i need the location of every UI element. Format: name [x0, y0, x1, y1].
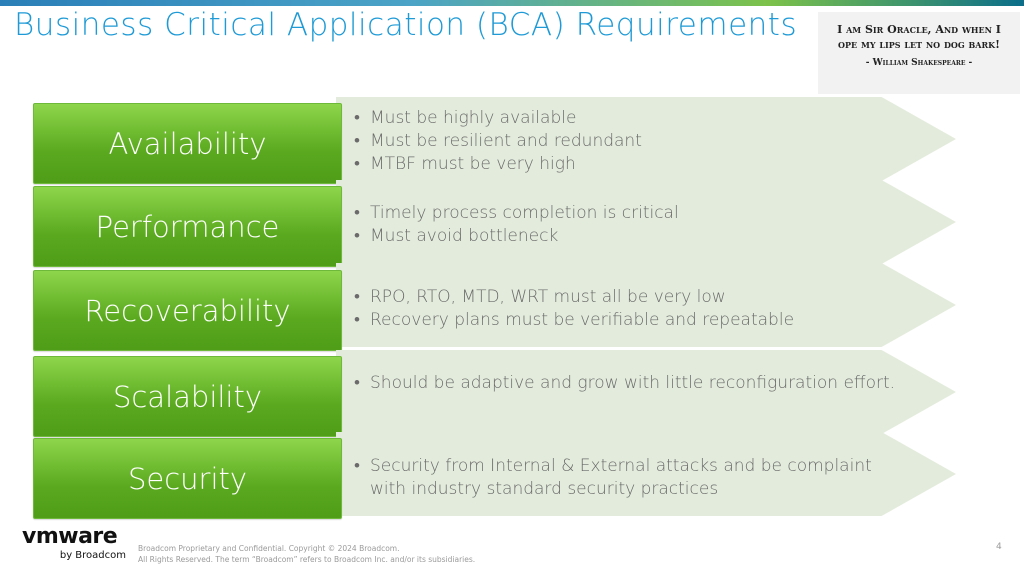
footer-copyright: Broadcom Proprietary and Confidential. Copyright © 2024 Broadcom.	[138, 544, 400, 553]
slide-title: Business Critical Application (BCA) Requirements	[14, 7, 798, 43]
requirement-bullets	[352, 107, 912, 176]
logo-subtitle: by Broadcom	[59, 550, 126, 561]
requirement-label: Availability	[33, 103, 342, 184]
bullet-item: • Timely process completion is critical	[352, 202, 912, 225]
vmware-logo	[22, 526, 132, 566]
bullet-item: • Must be highly available	[352, 107, 912, 130]
requirement-label: Recoverability	[33, 270, 342, 351]
requirement-bullets	[352, 372, 912, 395]
bullet-item: • Must avoid bottleneck	[352, 225, 912, 248]
requirement-bullets	[352, 455, 912, 501]
requirement-label: Scalability	[33, 356, 342, 437]
requirement-bullets	[352, 286, 912, 332]
bullet-item: • Should be adaptive and grow with little reconfiguration effort.	[352, 372, 912, 395]
requirement-label: Security	[33, 438, 342, 519]
bullet-item: • Security from Internal & External attacks and be complaint with industry standard security practices	[352, 455, 912, 501]
quote-text: I am Sir Oracle, And when I ope my lips let no dog bark!	[837, 23, 1001, 51]
quote-box	[818, 12, 1020, 94]
bullet-item: • Must be resilient and redundant	[352, 130, 912, 153]
footer-legal	[138, 543, 738, 565]
quote-author: - William Shakespeare -	[865, 58, 973, 68]
bullet-item: • MTBF must be very high	[352, 153, 912, 176]
page-number: 4	[996, 542, 1002, 552]
footer-rights: All Rights Reserved. The term “Broadcom” refers to Broadcom Inc. and/or its subsidiaries.	[138, 555, 476, 564]
requirement-label: Performance	[33, 186, 342, 267]
requirement-bullets	[352, 202, 912, 248]
logo-wordmark: vmware	[22, 524, 118, 549]
bullet-item: • Recovery plans must be verifiable and repeatable	[352, 309, 912, 332]
bullet-item: • RPO, RTO, MTD, WRT must all be very low	[352, 286, 912, 309]
